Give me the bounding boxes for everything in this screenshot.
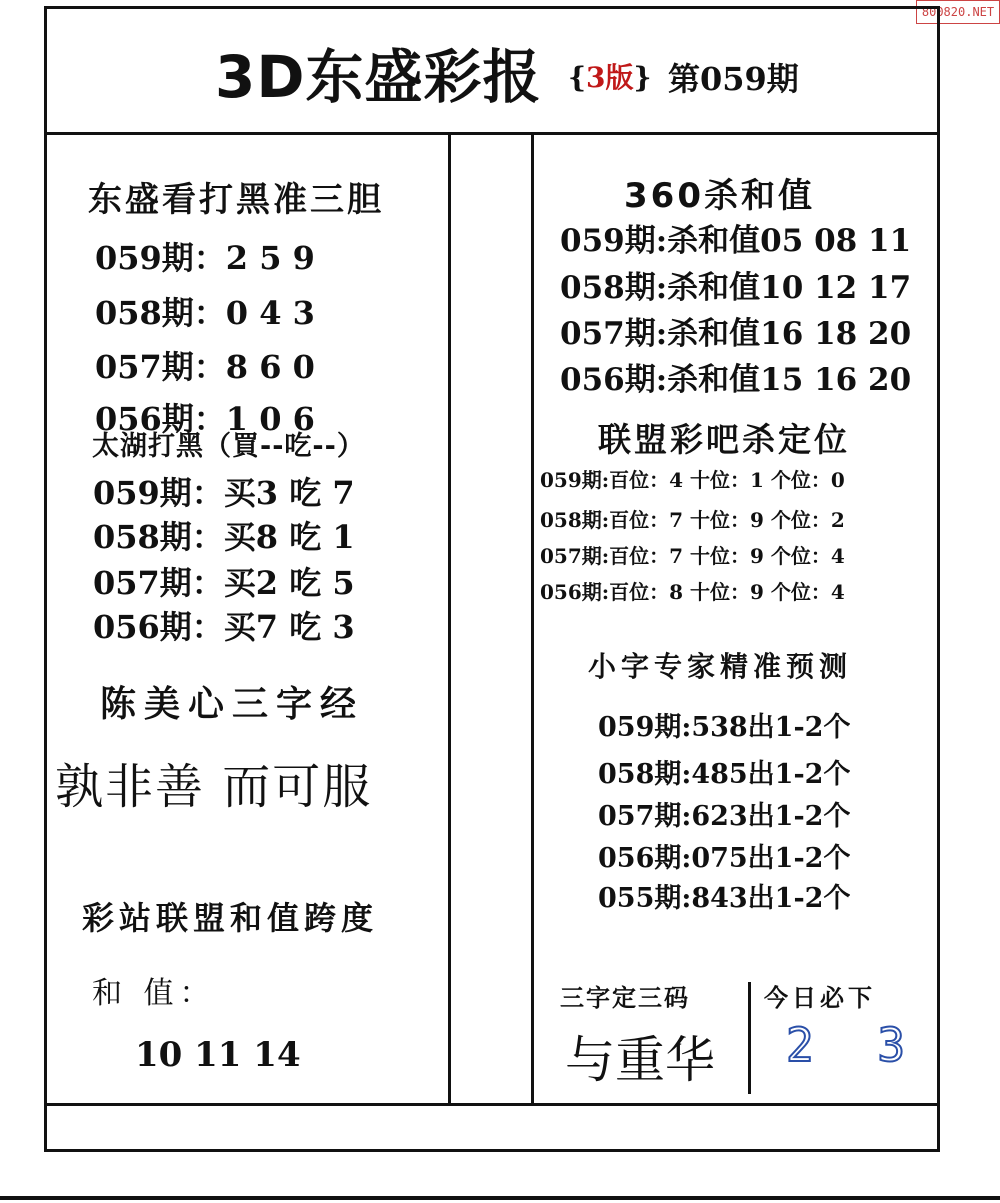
taihu-row: 059期：买3 吃 7 bbox=[93, 474, 355, 512]
taihu-row: 058期：买8 吃 1 bbox=[93, 518, 355, 556]
xiaozi-row: 055期:843出1-2个 bbox=[598, 883, 851, 914]
jinri-numbers: 2 3 bbox=[786, 1018, 924, 1072]
xiaozi-row: 057期:623出1-2个 bbox=[598, 801, 851, 832]
sha360-row: 058期:杀和值10 12 17 bbox=[560, 270, 912, 306]
edition-label: 3版 bbox=[586, 61, 634, 94]
jinri-title: 今日必下 bbox=[764, 984, 876, 1012]
edition-brace-open: { bbox=[568, 61, 587, 94]
sha360-row: 056期:杀和值15 16 20 bbox=[560, 362, 912, 398]
xiaozi-row: 058期:485出1-2个 bbox=[598, 759, 851, 790]
dongsheng-row: 057期：8 6 0 bbox=[95, 348, 315, 386]
xiaozi-row: 056期:075出1-2个 bbox=[598, 843, 851, 874]
sha360-title: 360杀和值 bbox=[624, 176, 815, 216]
lianmeng-row: 057期:百位：7 十位：9 个位：4 bbox=[540, 544, 845, 568]
sanzi-name: 与重华 bbox=[565, 1031, 715, 1089]
lianmeng-row: 058期:百位：7 十位：9 个位：2 bbox=[540, 508, 845, 532]
lianmeng-row: 059期:百位：4 十位：1 个位：0 bbox=[540, 468, 845, 492]
taihu-row: 057期：买2 吃 5 bbox=[93, 564, 355, 602]
hezhi-values: 10 11 14 bbox=[135, 1035, 301, 1075]
sha360-row: 059期:杀和值05 08 11 bbox=[560, 223, 912, 259]
xiaozi-title: 小字专家精准预测 bbox=[588, 650, 853, 683]
column-divider-right bbox=[531, 134, 534, 1104]
taihu-row: 056期：买7 吃 3 bbox=[93, 608, 355, 646]
footer-divider bbox=[44, 1103, 940, 1106]
edition-badge bbox=[568, 56, 652, 96]
dongsheng-row: 058期：0 4 3 bbox=[95, 294, 315, 332]
issue-number: 第059期 bbox=[668, 60, 799, 98]
dongsheng-row: 056期：1 0 6 bbox=[95, 400, 315, 438]
dongsheng-title: 东盛看打黑准三胆 bbox=[88, 180, 384, 220]
chen-title: 陈美心三字经 bbox=[100, 684, 365, 725]
sha360-row: 057期:杀和值16 18 20 bbox=[560, 316, 912, 352]
taihu-title: 太湖打黑（買--吃--） bbox=[92, 431, 365, 462]
column-divider-left bbox=[448, 134, 451, 1104]
bottom-box-divider bbox=[748, 982, 751, 1094]
edition-brace-close: } bbox=[633, 61, 652, 94]
header-divider bbox=[44, 132, 940, 135]
watermark-label: 800820.NET bbox=[916, 0, 1000, 24]
page-bottom-rule bbox=[0, 1196, 1000, 1200]
page-title: 3D东盛彩报 bbox=[215, 43, 542, 111]
lianmeng-title: 联盟彩吧杀定位 bbox=[598, 420, 850, 459]
sanzi-title: 三字定三码 bbox=[560, 984, 690, 1012]
dongsheng-row: 059期：2 5 9 bbox=[95, 239, 315, 277]
caizhan-title: 彩站联盟和值跨度 bbox=[82, 899, 379, 937]
lianmeng-row: 056期:百位：8 十位：9 个位：4 bbox=[540, 580, 845, 604]
xiaozi-row: 059期:538出1-2个 bbox=[598, 712, 851, 743]
chen-verse: 孰非善 而可服 bbox=[55, 759, 373, 815]
hezhi-label: 和 值： bbox=[92, 976, 216, 1011]
